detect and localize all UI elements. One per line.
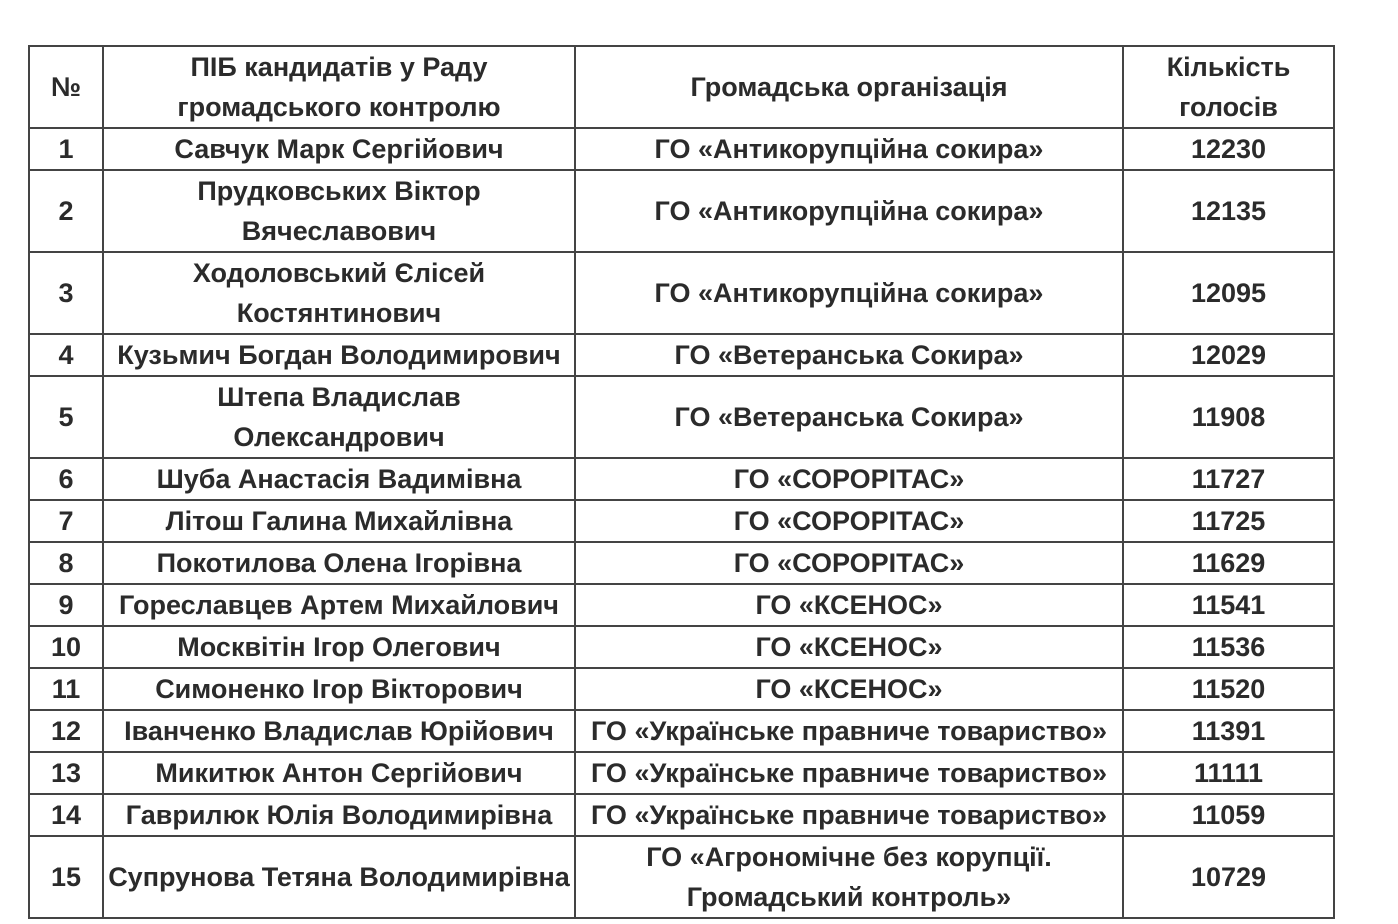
header-votes: Кількість голосів (1123, 46, 1334, 128)
organization: ГО «Агрономічне без корупції. Громадський контроль» (575, 836, 1123, 918)
organization: ГО «Ветеранська Сокира» (575, 334, 1123, 376)
candidate-name: Прудковських Віктор Вячеславович (103, 170, 575, 252)
organization: ГО «Українське правниче товариство» (575, 752, 1123, 794)
row-number: 9 (29, 584, 103, 626)
table-row (29, 252, 1334, 334)
candidate-name: Супрунова Тетяна Володимирівна (103, 836, 575, 918)
row-number: 4 (29, 334, 103, 376)
header-organization: Громадська організація (575, 46, 1123, 128)
table-header-row (29, 46, 1334, 128)
row-number: 11 (29, 668, 103, 710)
row-number: 12 (29, 710, 103, 752)
vote-count: 10729 (1123, 836, 1334, 918)
table-row (29, 500, 1334, 542)
organization: ГО «Українське правниче товариство» (575, 710, 1123, 752)
vote-count: 11391 (1123, 710, 1334, 752)
organization: ГО «Ветеранська Сокира» (575, 376, 1123, 458)
candidates-table-container (28, 45, 1333, 919)
candidate-name: Гаврилюк Юлія Володимирівна (103, 794, 575, 836)
candidate-name: Симоненко Ігор Вікторович (103, 668, 575, 710)
organization: ГО «КСЕНОС» (575, 584, 1123, 626)
table-row (29, 626, 1334, 668)
vote-count: 11908 (1123, 376, 1334, 458)
header-candidate-name: ПІБ кандидатів у Раду громадського контролю (103, 46, 575, 128)
candidate-name: Гореславцев Артем Михайлович (103, 584, 575, 626)
candidate-name: Покотилова Олена Ігорівна (103, 542, 575, 584)
vote-count: 11059 (1123, 794, 1334, 836)
candidate-name: Ходоловський Єлісей Костянтинович (103, 252, 575, 334)
candidate-name: Шуба Анастасія Вадимівна (103, 458, 575, 500)
organization: ГО «СОРОРІТАС» (575, 500, 1123, 542)
organization: ГО «СОРОРІТАС» (575, 458, 1123, 500)
row-number: 6 (29, 458, 103, 500)
header-number: № (29, 46, 103, 128)
table-row (29, 128, 1334, 170)
organization: ГО «КСЕНОС» (575, 626, 1123, 668)
organization: ГО «Антикорупційна сокира» (575, 128, 1123, 170)
candidate-name: Літош Галина Михайлівна (103, 500, 575, 542)
table-row (29, 584, 1334, 626)
candidate-name: Микитюк Антон Сергійович (103, 752, 575, 794)
organization: ГО «СОРОРІТАС» (575, 542, 1123, 584)
organization: ГО «Українське правниче товариство» (575, 794, 1123, 836)
candidate-name: Іванченко Владислав Юрійович (103, 710, 575, 752)
row-number: 5 (29, 376, 103, 458)
row-number: 14 (29, 794, 103, 836)
row-number: 7 (29, 500, 103, 542)
vote-count: 11727 (1123, 458, 1334, 500)
row-number: 8 (29, 542, 103, 584)
row-number: 15 (29, 836, 103, 918)
organization: ГО «КСЕНОС» (575, 668, 1123, 710)
row-number: 2 (29, 170, 103, 252)
candidate-name: Савчук Марк Сергійович (103, 128, 575, 170)
table-row (29, 334, 1334, 376)
row-number: 3 (29, 252, 103, 334)
vote-count: 11725 (1123, 500, 1334, 542)
table-row (29, 542, 1334, 584)
vote-count: 11111 (1123, 752, 1334, 794)
organization: ГО «Антикорупційна сокира» (575, 252, 1123, 334)
vote-count: 12095 (1123, 252, 1334, 334)
row-number: 13 (29, 752, 103, 794)
table-row (29, 710, 1334, 752)
row-number: 10 (29, 626, 103, 668)
vote-count: 11629 (1123, 542, 1334, 584)
vote-count: 11520 (1123, 668, 1334, 710)
table-row (29, 794, 1334, 836)
table-row (29, 170, 1334, 252)
table-row (29, 752, 1334, 794)
candidate-name: Кузьмич Богдан Володимирович (103, 334, 575, 376)
vote-count: 12135 (1123, 170, 1334, 252)
candidates-table (28, 45, 1335, 919)
vote-count: 12230 (1123, 128, 1334, 170)
vote-count: 11536 (1123, 626, 1334, 668)
table-row (29, 458, 1334, 500)
vote-count: 12029 (1123, 334, 1334, 376)
candidate-name: Штепа Владислав Олександрович (103, 376, 575, 458)
organization: ГО «Антикорупційна сокира» (575, 170, 1123, 252)
table-row (29, 836, 1334, 918)
vote-count: 11541 (1123, 584, 1334, 626)
candidate-name: Москвітін Ігор Олегович (103, 626, 575, 668)
table-row (29, 376, 1334, 458)
row-number: 1 (29, 128, 103, 170)
table-row (29, 668, 1334, 710)
